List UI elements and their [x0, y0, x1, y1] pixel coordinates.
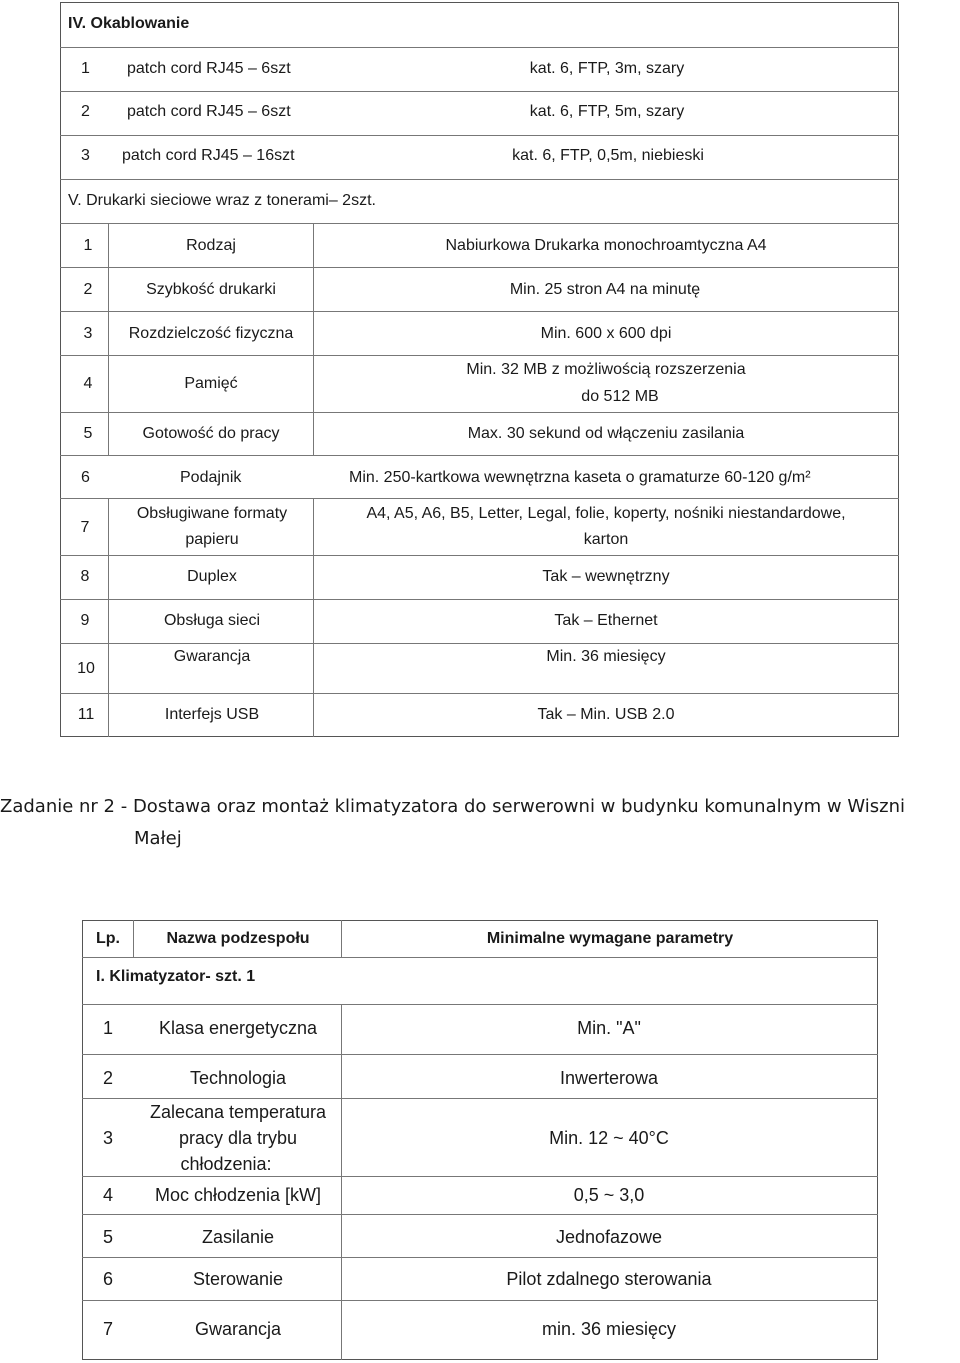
column-divider: [313, 223, 314, 355]
printer-row-name: Szybkość drukarki: [146, 281, 276, 298]
printer-row-value: Max. 30 sekund od włączeniu zasilania: [467, 425, 745, 442]
ac-row-name: pracy dla trybu: [178, 1128, 298, 1148]
printer-row-number: 10: [77, 660, 95, 677]
printer-row-value: Min. 32 MB z możliwością rozszerzenia: [466, 361, 746, 378]
task-title-line1: Zadanie nr 2 - Dostawa oraz montaż klimatyzatora do serwerowni w budynku komunalnym w Wiszni: [0, 796, 906, 817]
printer-row-value: Tak – Ethernet: [554, 612, 658, 629]
printer-row-name: Obsługa sieci: [163, 612, 261, 629]
printer-row-value: A4, A5, A6, B5, Letter, Legal, folie, koperty, nośniki niestandardowe,: [366, 505, 846, 522]
ac-row-value: min. 36 miesięcy: [541, 1319, 677, 1339]
row-divider: [60, 91, 899, 92]
cable-row-spec: kat. 6, FTP, 0,5m, niebieski: [512, 147, 704, 164]
printer-row-value: do 512 MB: [581, 388, 659, 405]
row-divider: [60, 599, 899, 600]
column-divider: [133, 920, 134, 957]
ac-row-value: Min. "A": [577, 1018, 641, 1038]
printer-row-number: 6: [81, 469, 90, 486]
row-divider: [82, 1004, 878, 1005]
row-divider: [60, 498, 899, 499]
header-component-name: Nazwa podzespołu: [166, 930, 310, 947]
printer-row-number: 3: [83, 325, 93, 342]
header-lp: Lp.: [96, 930, 120, 947]
ac-row-name: Zalecana temperatura: [149, 1102, 327, 1122]
printer-row-value: Tak – Min. USB 2.0: [537, 706, 675, 723]
row-divider: [60, 47, 899, 48]
row-divider: [60, 179, 899, 180]
printer-row-number: 11: [77, 706, 95, 723]
printer-row-number: 7: [80, 519, 90, 536]
printer-row-name: Podajnik: [180, 469, 242, 486]
header-minimum-parameters: Minimalne wymagane parametry: [486, 930, 734, 947]
printer-row-value: Nabiurkowa Drukarka monochroamtyczna A4: [445, 237, 767, 254]
printer-row-value: Min. 36 miesięcy: [546, 648, 666, 665]
row-divider: [60, 412, 899, 413]
row-divider: [82, 957, 878, 958]
row-divider: [60, 643, 899, 644]
printer-row-name: papieru: [185, 531, 239, 548]
ac-row-name: Gwarancja: [194, 1319, 282, 1339]
printer-row-number: 4: [83, 375, 93, 392]
ac-row-name: Sterowanie: [192, 1269, 284, 1289]
printer-row-value: Tak – wewnętrzny: [542, 568, 670, 585]
column-divider: [313, 355, 314, 455]
ac-row-number: 7: [103, 1319, 114, 1339]
printer-row-name: Rozdzielczość fizyczna: [128, 325, 294, 342]
column-divider: [341, 1004, 342, 1360]
task-title-line2: Małej: [134, 828, 182, 849]
column-divider: [108, 223, 109, 355]
printer-row-name: Pamięć: [184, 375, 238, 392]
printer-row-name: Gwarancja: [173, 648, 251, 665]
ac-row-name: Zasilanie: [201, 1227, 275, 1247]
ac-row-value: Inwerterowa: [559, 1068, 659, 1088]
section-heading-cabling: IV. Okablowanie: [68, 15, 190, 32]
ac-row-number: 2: [103, 1068, 114, 1088]
ac-row-number: 1: [103, 1018, 114, 1038]
ac-row-number: 6: [103, 1269, 114, 1289]
row-divider: [82, 1054, 878, 1055]
section-heading-air-conditioner: I. Klimatyzator- szt. 1: [96, 968, 256, 985]
ac-row-name: Klasa energetyczna: [158, 1018, 318, 1038]
printer-row-number: 9: [80, 612, 90, 629]
row-divider: [60, 135, 899, 136]
row-divider: [60, 311, 899, 312]
column-divider: [341, 920, 342, 957]
cable-row-name: patch cord RJ45 – 6szt: [127, 103, 291, 120]
printer-row-name: Obsługiwane formaty: [136, 505, 288, 522]
ac-row-name: Moc chłodzenia [kW]: [154, 1185, 322, 1205]
ac-row-value: 0,5 ~ 3,0: [573, 1185, 645, 1205]
printer-row-name: Interfejs USB: [164, 706, 260, 723]
ac-row-name: Technologia: [189, 1068, 287, 1088]
column-divider: [313, 498, 314, 737]
row-divider: [60, 355, 899, 356]
printer-row-name: Rodzaj: [186, 237, 236, 254]
ac-row-value: Min. 12 ~ 40°C: [549, 1128, 669, 1148]
row-divider: [82, 1300, 878, 1301]
printer-row-number: 2: [83, 281, 93, 298]
row-divider: [82, 1257, 878, 1258]
ac-row-value: Pilot zdalnego sterowania: [506, 1269, 712, 1289]
row-divider: [60, 455, 899, 456]
printer-row-name: Gotowość do pracy: [142, 425, 280, 442]
ac-row-value: Jednofazowe: [555, 1227, 663, 1247]
section-heading-printers: V. Drukarki sieciowe wraz z tonerami– 2szt.: [68, 192, 376, 209]
column-divider: [108, 355, 109, 455]
cable-row-number: 1: [81, 60, 90, 77]
printer-row-value: Min. 600 x 600 dpi: [540, 325, 672, 342]
ac-row-number: 3: [103, 1128, 114, 1148]
printer-row-value: Min. 25 stron A4 na minutę: [509, 281, 701, 298]
row-divider: [60, 693, 899, 694]
cable-row-number: 2: [81, 103, 90, 120]
printer-row-value: Min. 250-kartkowa wewnętrzna kaseta o gramaturze 60-120 g/m²: [349, 469, 811, 486]
cable-row-name: patch cord RJ45 – 16szt: [122, 147, 295, 164]
cable-row-spec: kat. 6, FTP, 5m, szary: [529, 103, 685, 120]
row-divider: [60, 267, 899, 268]
printer-row-number: 1: [83, 237, 93, 254]
row-divider: [60, 223, 899, 224]
cable-row-name: patch cord RJ45 – 6szt: [127, 60, 291, 77]
cable-row-number: 3: [81, 147, 90, 164]
ac-row-number: 4: [103, 1185, 114, 1205]
column-divider: [108, 498, 109, 737]
row-divider: [82, 1214, 878, 1215]
ac-row-number: 5: [103, 1227, 114, 1247]
printer-row-name: Duplex: [187, 568, 237, 585]
cable-row-spec: kat. 6, FTP, 3m, szary: [529, 60, 685, 77]
printer-row-number: 5: [83, 425, 93, 442]
printer-row-value: karton: [583, 531, 629, 548]
printer-row-number: 8: [80, 568, 90, 585]
ac-row-name: chłodzenia:: [180, 1154, 272, 1174]
row-divider: [60, 555, 899, 556]
